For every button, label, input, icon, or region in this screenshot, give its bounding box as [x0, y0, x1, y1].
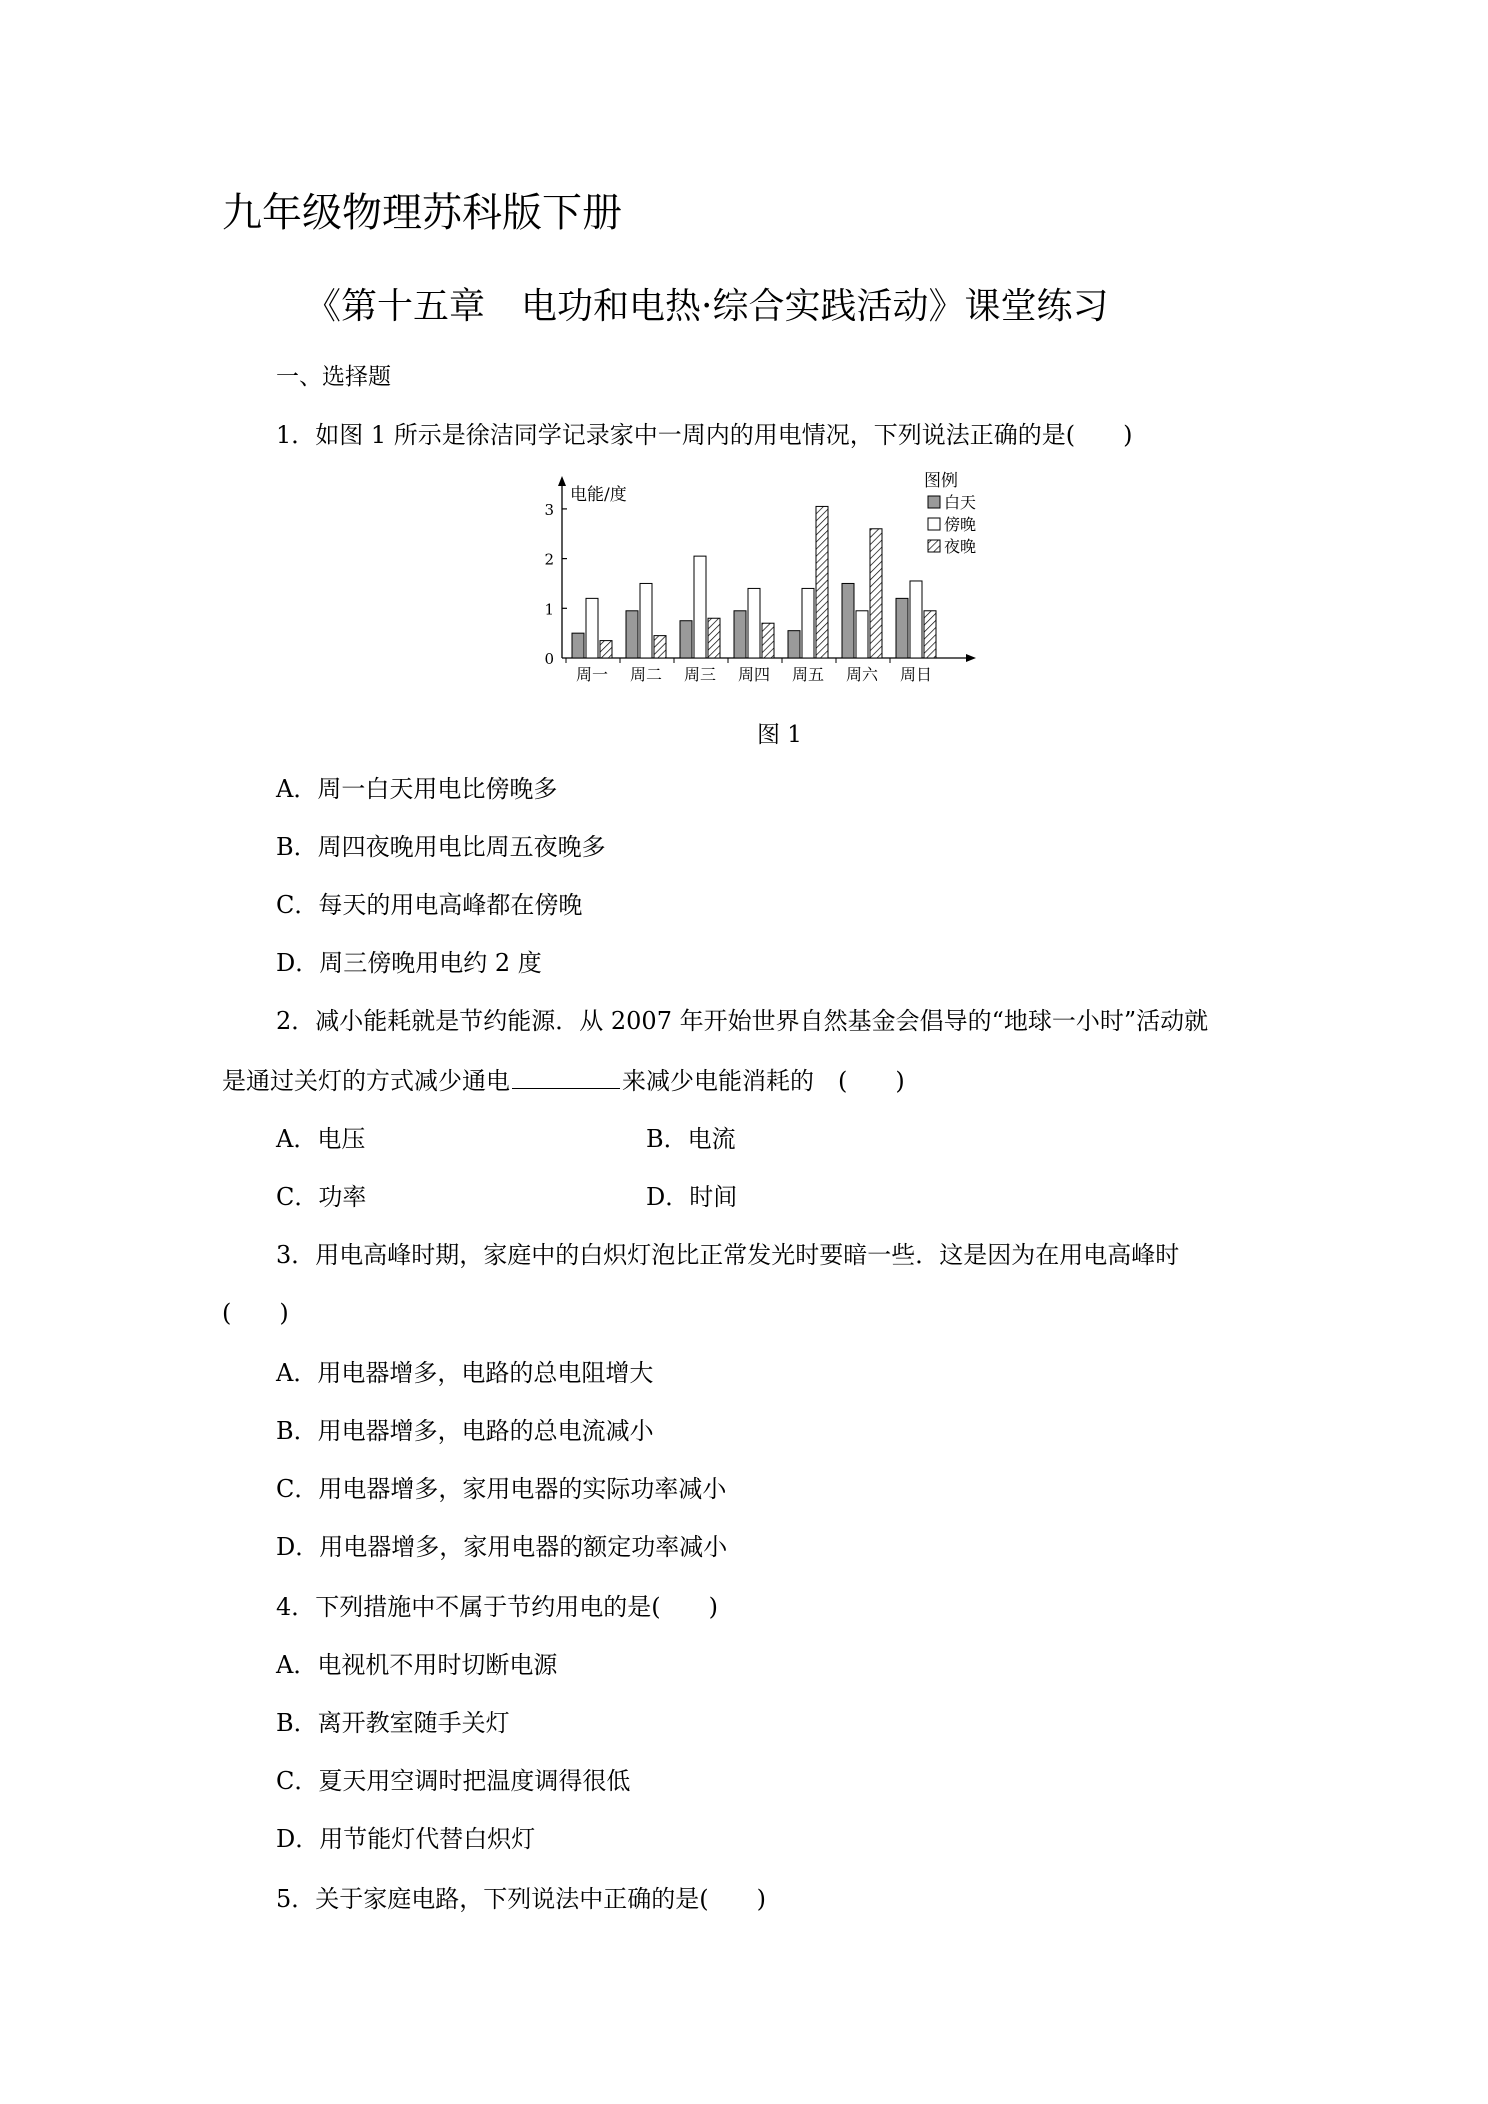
legend-title: 图例 [924, 471, 958, 491]
y-tick-label: 0 [544, 650, 554, 668]
chart-bars [572, 506, 936, 658]
bar-白天 [734, 611, 746, 658]
electricity-usage-chart [520, 470, 1020, 690]
bar-夜晚 [762, 623, 774, 658]
q4-option-a: A．电视机不用时切断电源 [276, 1651, 558, 1679]
bar-夜晚 [870, 529, 882, 658]
page-subtitle: 《第十五章 电功和电热·综合实践活动》课堂练习 [305, 286, 1109, 327]
q4-option-b: B．离开教室随手关灯 [276, 1709, 510, 1737]
q1-option-d: D．周三傍晚用电约 2 度 [276, 949, 542, 977]
question-3-line-1: 3．用电高峰时期，家庭中的白炽灯泡比正常发光时要暗一些．这是因为在用电高峰时 [276, 1241, 1180, 1269]
q2-option-c: C．功率 [276, 1183, 367, 1211]
bar-夜晚 [600, 641, 612, 658]
question-2-line-1: 2．减小能耗就是节约能源．从 2007 年开始世界自然基金会倡导的“地球一小时”活动就 [276, 1007, 1209, 1035]
q1-option-b: B．周四夜晚用电比周五夜晚多 [276, 833, 606, 861]
figure-caption: 图 1 [757, 722, 802, 748]
bar-白天 [626, 611, 638, 658]
x-tick-label: 周五 [791, 665, 825, 684]
q3-option-d: D．用电器增多，家用电器的额定功率减小 [276, 1533, 728, 1561]
bar-傍晚 [640, 583, 652, 658]
legend-label-夜晚: 夜晚 [944, 537, 977, 556]
x-tick-label: 周二 [629, 665, 663, 684]
section-heading: 一、选择题 [276, 364, 391, 390]
answer-blank [512, 1062, 620, 1089]
legend-label-傍晚: 傍晚 [944, 515, 977, 534]
bar-傍晚 [802, 588, 814, 658]
legend-swatch-白天 [928, 496, 940, 508]
question-2-text-after-blank: 来减少电能消耗的 ( ) [622, 1067, 905, 1095]
x-tick-label: 周四 [737, 665, 771, 684]
question-1: 1．如图 1 所示是徐洁同学记录家中一周内的用电情况，下列说法正确的是( ) [276, 421, 1133, 449]
q3-option-c: C．用电器增多，家用电器的实际功率减小 [276, 1475, 727, 1503]
q3-option-a: A．用电器增多，电路的总电阻增大 [276, 1359, 654, 1387]
bar-傍晚 [694, 556, 706, 658]
q4-option-c: C．夏天用空调时把温度调得很低 [276, 1767, 631, 1795]
bar-白天 [842, 583, 854, 658]
q2-option-a: A．电压 [276, 1125, 366, 1153]
x-axis-arrow [966, 654, 976, 662]
bar-傍晚 [748, 588, 760, 658]
x-tick-label: 周一 [575, 665, 609, 684]
bar-夜晚 [708, 618, 720, 658]
bar-白天 [680, 621, 692, 658]
y-axis-label: 电能/度 [570, 485, 627, 505]
question-4: 4．下列措施中不属于节约用电的是( ) [276, 1593, 718, 1621]
q2-option-d: D．时间 [646, 1183, 738, 1211]
question-3-line-2: ( ) [222, 1299, 289, 1327]
legend-label-白天: 白天 [944, 493, 977, 512]
bar-夜晚 [924, 611, 936, 658]
q1-option-a: A．周一白天用电比傍晚多 [276, 775, 558, 803]
y-tick-label: 1 [544, 600, 554, 619]
question-2-line-2 [222, 1062, 905, 1098]
y-axis-arrow [558, 476, 566, 486]
x-tick-label: 周三 [683, 665, 717, 684]
x-tick-label: 周日 [899, 665, 933, 684]
chart-legend [924, 471, 976, 556]
y-tick-label: 2 [544, 550, 554, 569]
bar-傍晚 [856, 611, 868, 658]
bar-白天 [896, 598, 908, 658]
page-title: 九年级物理苏科版下册 [222, 190, 622, 236]
x-tick-label: 周六 [845, 665, 879, 684]
legend-swatch-夜晚 [928, 540, 940, 552]
bar-白天 [788, 631, 800, 658]
q2-option-b: B．电流 [646, 1125, 736, 1153]
bar-傍晚 [910, 581, 922, 658]
question-5: 5．关于家庭电路，下列说法中正确的是( ) [276, 1885, 766, 1913]
q3-option-b: B．用电器增多，电路的总电流减小 [276, 1417, 654, 1445]
question-2-text-before-blank: 是通过关灯的方式减少通电 [222, 1067, 510, 1095]
q4-option-d: D．用节能灯代替白炽灯 [276, 1825, 536, 1853]
bar-白天 [572, 633, 584, 658]
legend-swatch-傍晚 [928, 518, 940, 530]
bar-夜晚 [816, 506, 828, 658]
bar-傍晚 [586, 598, 598, 658]
y-tick-label: 3 [544, 500, 554, 519]
bar-夜晚 [654, 636, 666, 658]
q1-option-c: C．每天的用电高峰都在傍晚 [276, 891, 583, 919]
